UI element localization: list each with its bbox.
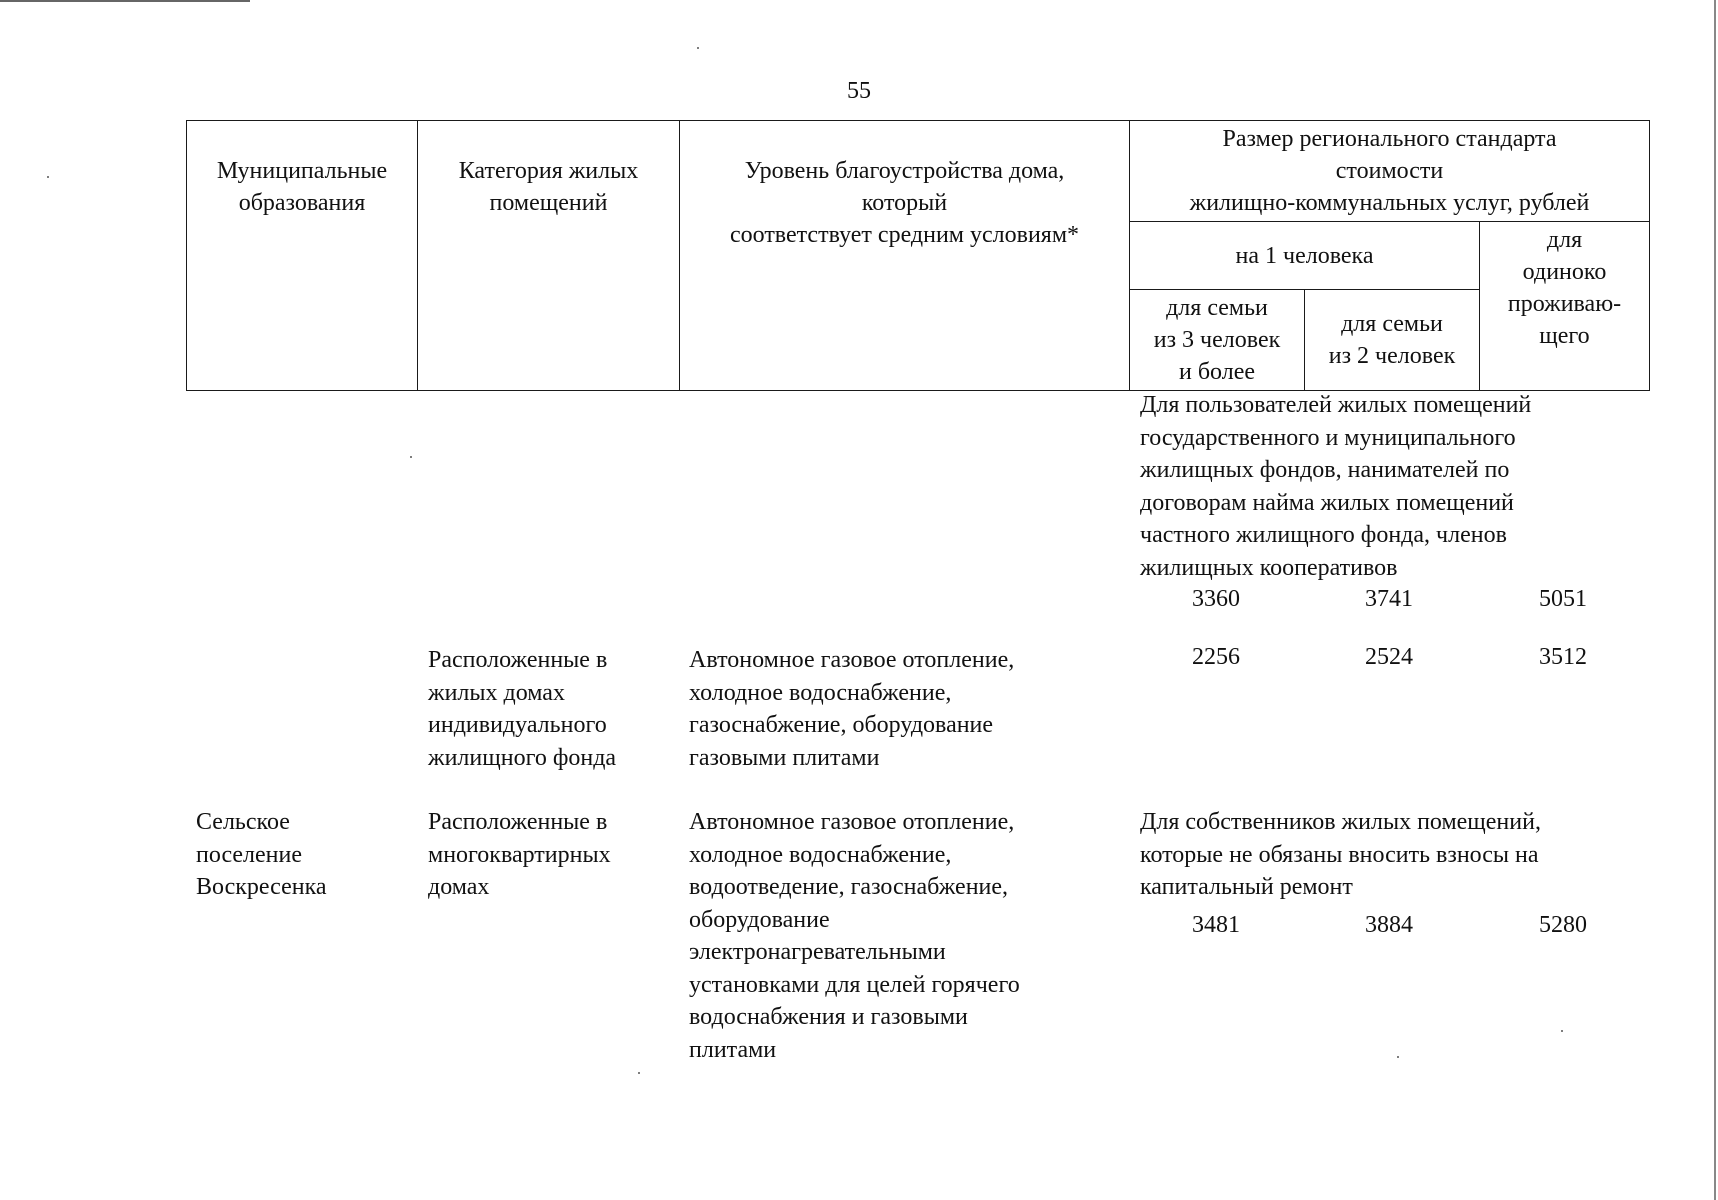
scan-speck (638, 1072, 640, 1074)
scan-speck (1397, 1056, 1399, 1058)
scan-speck (47, 176, 49, 178)
level-individual: Автономное газовое отопление, холодное водоснабжение, газоснабжение, оборудование газовыми плитами (689, 647, 1015, 771)
value-single: 3512 (1539, 644, 1587, 670)
scan-speck (1561, 1030, 1563, 1032)
page-number: 55 (847, 78, 871, 104)
scan-speck (410, 456, 412, 458)
header-family2: для семьи из 2 человек (1305, 290, 1480, 391)
scan-speck (697, 47, 699, 49)
category-apartment-buildings: Расположенные в многоквартирных домах (428, 809, 611, 900)
note-users-state-funds: Для пользователей жилых помещений государственного и муниципального жилищных фондов, нанимателей по договорам найма жилых помещений частного жилищного фонда, членов жилищных кооперативов (1140, 392, 1532, 581)
value-family3: 3481 (1192, 912, 1240, 938)
value-family2: 2524 (1365, 644, 1413, 670)
header-level: Уровень благоустройства дома, который соответствует средним условиям* (680, 121, 1130, 391)
scan-edge-line (1714, 0, 1716, 1200)
value-family3: 2256 (1192, 644, 1240, 670)
value-family2: 3884 (1365, 912, 1413, 938)
value-single: 5280 (1539, 912, 1587, 938)
header-family3: для семьи из 3 человек и более (1130, 290, 1305, 391)
scan-edge-mark (0, 0, 250, 2)
table-header (186, 120, 1650, 391)
note-owners-no-capital-repair: Для собственников жилых помещений, которые не обязаны вносить взносы на капитальный ремонт (1140, 809, 1541, 900)
category-individual: Расположенные в жилых домах индивидуального жилищного фонда (428, 647, 617, 771)
header-per-person: на 1 человека (1130, 222, 1480, 290)
header-single: для одиноко проживаю- щего (1480, 222, 1650, 391)
municipality-voskresenka: Сельское поселение Воскресенка (196, 809, 327, 900)
level-apartment-buildings: Автономное газовое отопление, холодное водоснабжение, водоотведение, газоснабжение, оборудование электронагревательными установками для целей горячего водоснабжения и газовыми плитами (689, 809, 1020, 1063)
header-size-group: Размер регионального стандарта стоимости жилищно-коммунальных услуг, рублей (1130, 121, 1650, 222)
header-municipal: Муниципальные образования (187, 121, 418, 391)
value-single: 5051 (1539, 586, 1587, 612)
header-category: Категория жилых помещений (418, 121, 680, 391)
value-family3: 3360 (1192, 586, 1240, 612)
value-family2: 3741 (1365, 586, 1413, 612)
